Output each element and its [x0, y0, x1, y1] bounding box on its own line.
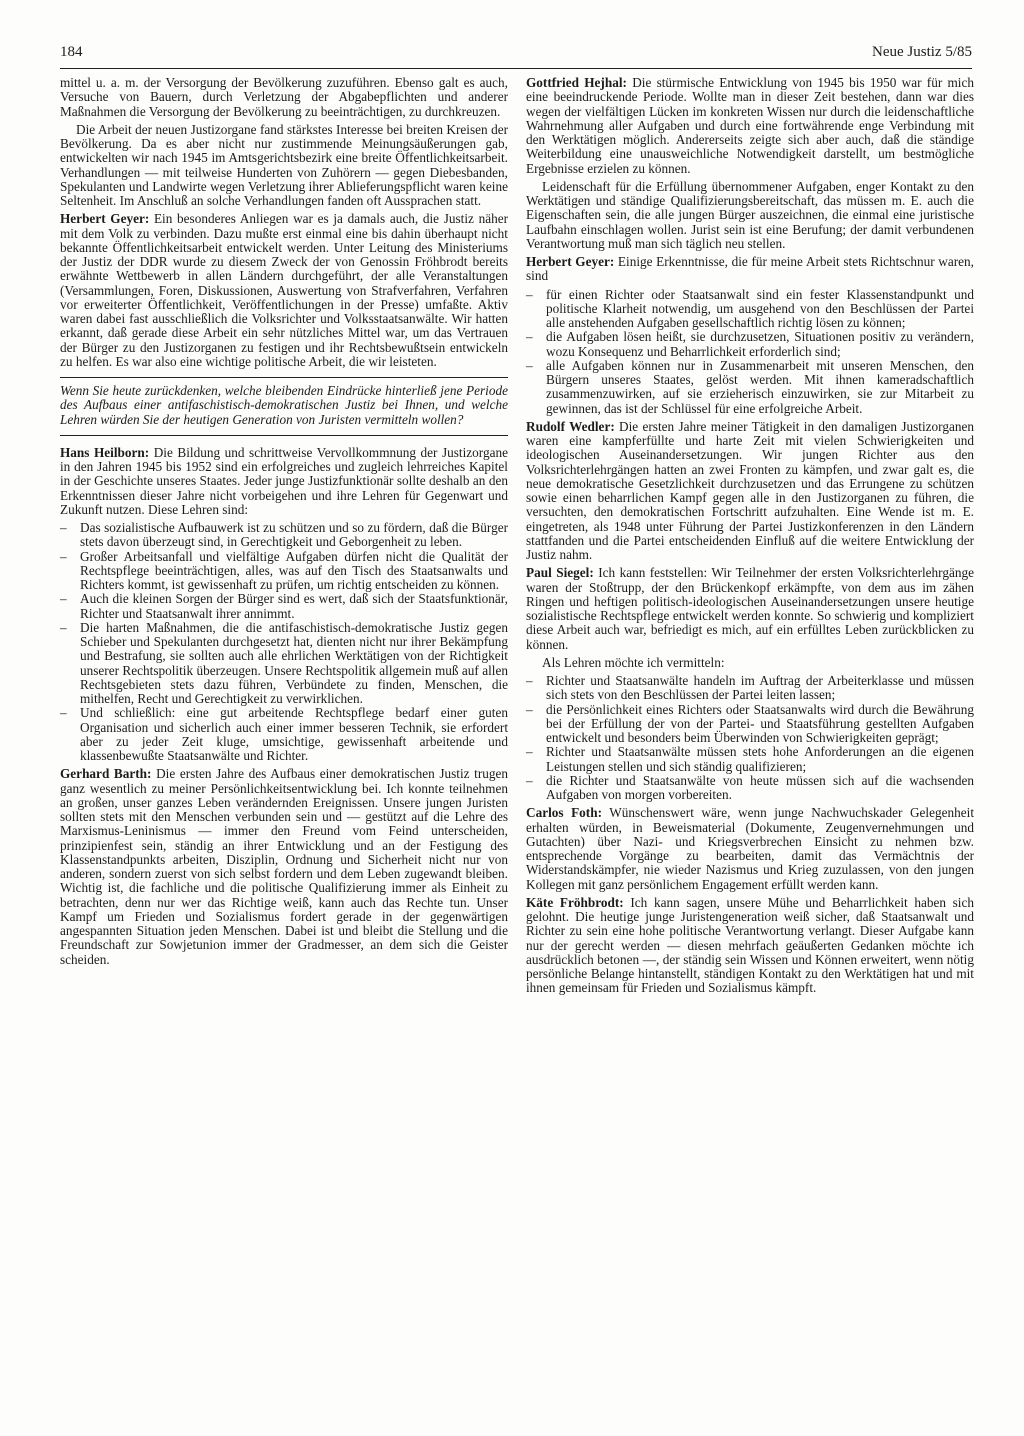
- page-number: 184: [60, 44, 83, 60]
- statement-geyer-2: [526, 255, 974, 284]
- speaker-name: Hans Heilborn:: [60, 444, 150, 460]
- statement-text: Ich kann feststellen: Wir Teilnehmer der ersten Volksrichterlehrgänge waren der Stoßtrupp, der den Brückenkopf erkämpfte, von dem aus im zähen Ringen und heftigen politisch-ideologischen Auseinandersetzungen unsere heutige sozialistische Rechtspflege entwickelt werden konnte. So schwierig und kompliziert diese Arbeit auch war, befriedigt es mich, auf ein erfülltes Leben zurückblicken zu können.: [526, 565, 974, 652]
- list-item: – für einen Richter oder Staatsanwalt sind ein fester Klassenstandpunkt und politische Klarheit notwendig, um ausgehend von den Beschlüssen der Partei alle anstehenden Aufgaben gesellschaftlich richtig lösen zu können;: [526, 288, 974, 331]
- speaker-name: Carlos Foth:: [526, 805, 602, 821]
- paragraph: mittel u. a. m. der Versorgung der Bevölkerung zuzuführen. Ebenso galt es auch, Versuche von Bauern, durch Verletzung der Abgabepflichten und anderer Maßnahmen die Versorgung der Bevölkerung zu beeinträchtigen, zu durchkreuzen.: [60, 75, 508, 119]
- statement-text: Ein besonderes Anliegen war es ja damals auch, die Justiz näher mit dem Volk zu verbinden. Dazu mußte erst einmal eine bis dahin überhaupt nicht bekannte Öffentlichkeitsarbeit entwickelt werden. Unter Leitung des Ministeriums der Justiz der DDR wurde zu diesem Zweck der von Genossin Fröhbrodt bereits erwähnte Wettbewerb in allen Ländern durchgeführt, der alle Veranstaltungen (Versammlungen, Foren, Diskussionen, Auswertung von Strafverfahren, Verfahren vor erweiterter Öffentlichkeit, Veröffentlichungen in der Presse) umfaßte. Aktiv waren dabei fast ausschließlich die Volksrichter und Volksstaatsanwälte. Wir hatten erkannt, daß gerade diese Arbeit ein sehr nützliches Mittel war, um das Vertrauen der Bürger zu den Justizorganen zu festigen und ihr Rechtsbewußtsein entwickeln zu helfen. Es war also eine wichtige politische Arbeit, die wir leisteten.: [60, 211, 508, 369]
- statement-foth: [526, 806, 974, 892]
- speaker-name: Gottfried Hejhal:: [526, 75, 627, 90]
- right-column: [526, 76, 974, 1000]
- statement-text: Die ersten Jahre meiner Tätigkeit in den damaligen Justizorganen waren eine kampferfüllte und harte Zeit mit vielen Schwierigkeiten und ideologischen Auseinandersetzungen. Wir jungen Richter aus den Volksrichterlehrgängen hatten an zwei Fronten zu kämpfen, und zwar galt es, die neue demokratische Gesetzlichkeit durchzusetzen und das Errungene zu schützen sowie einen beharrlichen Kampf gegen alle in den Justizorganen zu führen, die versuchten, den demokratischen Fortschritt aufzuhalten. Eine Wende ist m. E. eingetreten, als 1948 unter Führung der Partei Justizkonferenzen in den Ländern stattfanden und die Partei entscheidenden Einfluß auf die weitere Entwicklung der Justiz nahm.: [526, 418, 974, 562]
- statement-hejhal: [526, 76, 974, 176]
- list-item: – Und schließlich: eine gut arbeitende Rechtspflege bedarf einer guten Organisation und sicherlich auch einer immer besseren Technik, sie erfordert aber zu jeder Zeit kluge, umsichtige, gewissenhaft arbeitende und klassenbewußte Staatsanwälte und Richter.: [60, 706, 508, 763]
- list-item: – Das sozialistische Aufbauwerk ist zu schützen und so zu fördern, daß die Bürger stets davon überzeugt sind, in Gerechtigkeit und Geborgenheit zu leben.: [60, 521, 508, 550]
- list-item: – die Aufgaben lösen heißt, sie durchzusetzen, Situationen positiv zu verändern, wozu Konsequenz und Beharrlichkeit erforderlich sind;: [526, 330, 974, 359]
- statement-geyer-1: [60, 212, 508, 369]
- statement-text: Wünschenswert wäre, wenn junge Nachwuchskader Gelegenheit erhalten würden, in Beweismaterial (Dokumente, Zeugenvernehmungen und Gutachten) über Nazi- und Kriegsverbrechen Einsicht zu nehmen bzw. entsprechende Vorgänge zu bearbeiten, damit das Vermächtnis der Widerstandskämpfer, nie wieder Nazismus und Krieg zuzulassen, von den jungen Kollegen mit ganz persönlichem Engagement erfüllt werden kann.: [526, 805, 974, 892]
- statement-froehbrodt: [526, 896, 974, 996]
- paragraph: Als Lehren möchte ich vermitteln:: [542, 654, 725, 670]
- list-item: – alle Aufgaben können nur in Zusammenarbeit mit unseren Menschen, den Bürgern unseres Staates, gelöst werden. Mit ihnen kameradschaftlich zusammenzuwirken, auf sie erzieherisch einzuwirken, sie zur Mitarbeit zu gewinnen, das ist der Schlüssel für eine erfolgreiche Arbeit.: [526, 359, 974, 416]
- heilborn-lessons-list: [60, 521, 508, 763]
- list-item: – Richter und Staatsanwälte müssen stets hohe Anforderungen an die eigenen Leistungen stellen und sich ständig qualifizieren;: [526, 745, 974, 774]
- journal-issue: Neue Justiz 5/85: [872, 44, 972, 60]
- siegel-lessons-list: [526, 674, 974, 802]
- statement-text: Die stürmische Entwicklung von 1945 bis 1950 war für mich eine beeindruckende Periode. Wollte man in dieser Zeit bestehen, dann war dies wegen der vielfältigen Lücken im konkreten Wissen nur durch die leidenschaftliche Wahrnehmung aller Aufgaben und durch eine fortwährende enge Verbindung mit den Werktätigen möglich. Andererseits zeigte sich aber auch, daß die ständige Weiterbildung eine unausweichliche Notwendigkeit darstellt, um bestmögliche Ergebnisse erzielen zu können.: [526, 75, 974, 176]
- paragraph: Leidenschaft für die Erfüllung übernommener Aufgaben, enger Kontakt zu den Werktätigen und ständige Qualifizierungsbereitschaft, das müssen m. E. auch die Eigenschaften sein, die alle jungen Bürger auszeichnen, die einmal eine juristische Laufbahn einschlagen wollen. Jurist sein ist eine Berufung; der damit verbundenen Verantwortung muß man sich täglich neu stellen.: [526, 178, 974, 251]
- page-header: [60, 44, 972, 72]
- statement-siegel: [526, 566, 974, 652]
- statement-text: Einige Erkenntnisse, die für meine Arbeit stets Richtschnur waren, sind: [526, 254, 974, 284]
- list-item: – Auch die kleinen Sorgen der Bürger sind es wert, daß sich der Staatsfunktionär, Richter und Staatsanwalt ihrer annimmt.: [60, 592, 508, 621]
- speaker-name: Herbert Geyer:: [60, 211, 150, 227]
- statement-text: Die ersten Jahre des Aufbaus einer demokratischen Justiz trugen ganz wesentlich zu meiner Persönlichkeitsentwicklung bei. Ich konnte teilnehmen an großen, unser ganzes Leben verändernden Ereignissen. Unsere jungen Juristen sollten stets mit den Menschen verbunden sein und — gestützt auf die Lehre des Marxismus-Leninismus — immer den Freund vom Feind unterscheiden, prinzipienfest sein, ständig an ihrer Entwicklung und an der Festigung des Klassenstandpunkts arbeiten, Disziplin, Ordnung und Sicherheit nicht nur von anderen, sondern zuerst von sich selbst fordern und dem Leben zugewandt bleiben. Wichtig ist, die fachliche und die politische Qualifizierung immer als Einheit zu betrachten, denn nur wer das Richtige weiß, kann auch das Rechte tun. Unser Kampf um Frieden und Sozialismus fordert gerade in der gegenwärtigen angespannten Situation jeden Menschen. Dabei ist und bleibt die Stellung und die Freundschaft zur Sowjetunion immer der Gradmesser, an dem sich die Geister scheiden.: [60, 766, 508, 967]
- statement-wedler: [526, 420, 974, 563]
- speaker-name: Herbert Geyer:: [526, 254, 615, 269]
- speaker-name: Käte Fröhbrodt:: [526, 894, 624, 910]
- speaker-name: Paul Siegel:: [526, 565, 594, 581]
- header-rule: [60, 68, 972, 69]
- list-item: – Die harten Maßnahmen, die die antifaschistisch-demokratische Justiz gegen Schieber und Spekulanten durchgesetzt hat, dienten nicht nur ihrer Bekämpfung und Bestrafung, sie sollten auch alle ehrlichen Werktätigen von der Richtigkeit unserer Rechtspolitik überzeugen. Unsere Rechtspolitik allgemein muß auf allen Rechtsgebieten stets dazu führen, Verbündete zu finden, Menschen, die mithelfen, Recht und Gerechtigkeit zu verwirklichen.: [60, 621, 508, 707]
- left-column: [60, 76, 508, 971]
- geyer-insights-list: [526, 288, 974, 416]
- list-item: – die Richter und Staatsanwälte von heute müssen sich auf die wachsenden Aufgaben von morgen vorbereiten.: [526, 774, 974, 803]
- list-item: – Richter und Staatsanwälte handeln im Auftrag der Arbeiterklasse und müssen sich stets von den Beschlüssen der Partei leiten lassen;: [526, 674, 974, 703]
- statement-barth: [60, 767, 508, 967]
- paragraph: Die Arbeit der neuen Justizorgane fand stärkstes Interesse bei breiten Kreisen der Bevölkerung. Da es aber nicht nur zustimmende Meinungsäußerungen gab, entwickelten wir nach 1945 im Amtsgerichtsbezirk eine breite Öffentlichkeitsarbeit. Verhandlungen — mit teilweise Hunderten von Zuhörern — gegen Diebesbanden, Spekulanten und Landwirte wegen Verletzung ihrer Ablieferungspflicht waren keine Seltenheit. Im Anschluß an solche Verhandlungen fanden oft Aussprachen statt.: [60, 121, 508, 208]
- statement-text: Die Bildung und schrittweise Vervollkommnung der Justizorgane in den Jahren 1945 bis 1952 sind ein erfolgreiches und zugleich lehrreiches Kapitel in der Geschichte unseres Staates. Jeder junge Justizfunktionär sollte deshalb an den Erkenntnissen dieser Jahre nicht vorbeigehen und ihre Lehren für Gegenwart und Zukunft nutzen. Diese Lehren sind:: [60, 444, 508, 517]
- list-item: – die Persönlichkeit eines Richters oder Staatsanwalts wird durch die Bewährung bei der Erfüllung der von der Partei- und Staatsführung gestellten Aufgaben entwickelt und besonders beim Überwinden von Schwierigkeiten geprägt;: [526, 703, 974, 746]
- statement-text: Ich kann sagen, unsere Mühe und Beharrlichkeit haben sich gelohnt. Die heutige junge Juristengeneration weiß sicher, daß Staatsanwalt und Richter zu sein eine hohe politische Verantwortung verlangt. Dieser Aufgabe kann nur der gerecht werden — diesen mehrfach geäußerten Gedanken möchte ich ausdrücklich betonen —, der ständig sein Wissen und Können erweitert, wenn nötig persönliche Belange hintanstellt, ständigen Kontakt zu den Werktätigen hat und mit ihnen gemeinsam für Frieden und Sozialismus kämpft.: [526, 894, 974, 996]
- speaker-name: Gerhard Barth:: [60, 766, 152, 782]
- speaker-name: Rudolf Wedler:: [526, 418, 615, 434]
- interview-question: Wenn Sie heute zurückdenken, welche bleibenden Eindrücke hinterließ jene Periode des Aufbaus einer antifaschistisch-demokratischen Justiz bei Ihnen, und welche Lehren würden Sie der heutigen Generation von Juristen vermitteln wollen?: [60, 377, 508, 436]
- list-item: – Großer Arbeitsanfall und vielfältige Aufgaben dürfen nicht die Qualität der Rechtspflege beeinträchtigen, alles, was auf den Tisch des Staatsanwalts und Richters kommt, ist gewissenhaft zu prüfen, um richtig entscheiden zu können.: [60, 550, 508, 593]
- statement-heilborn: [60, 446, 508, 517]
